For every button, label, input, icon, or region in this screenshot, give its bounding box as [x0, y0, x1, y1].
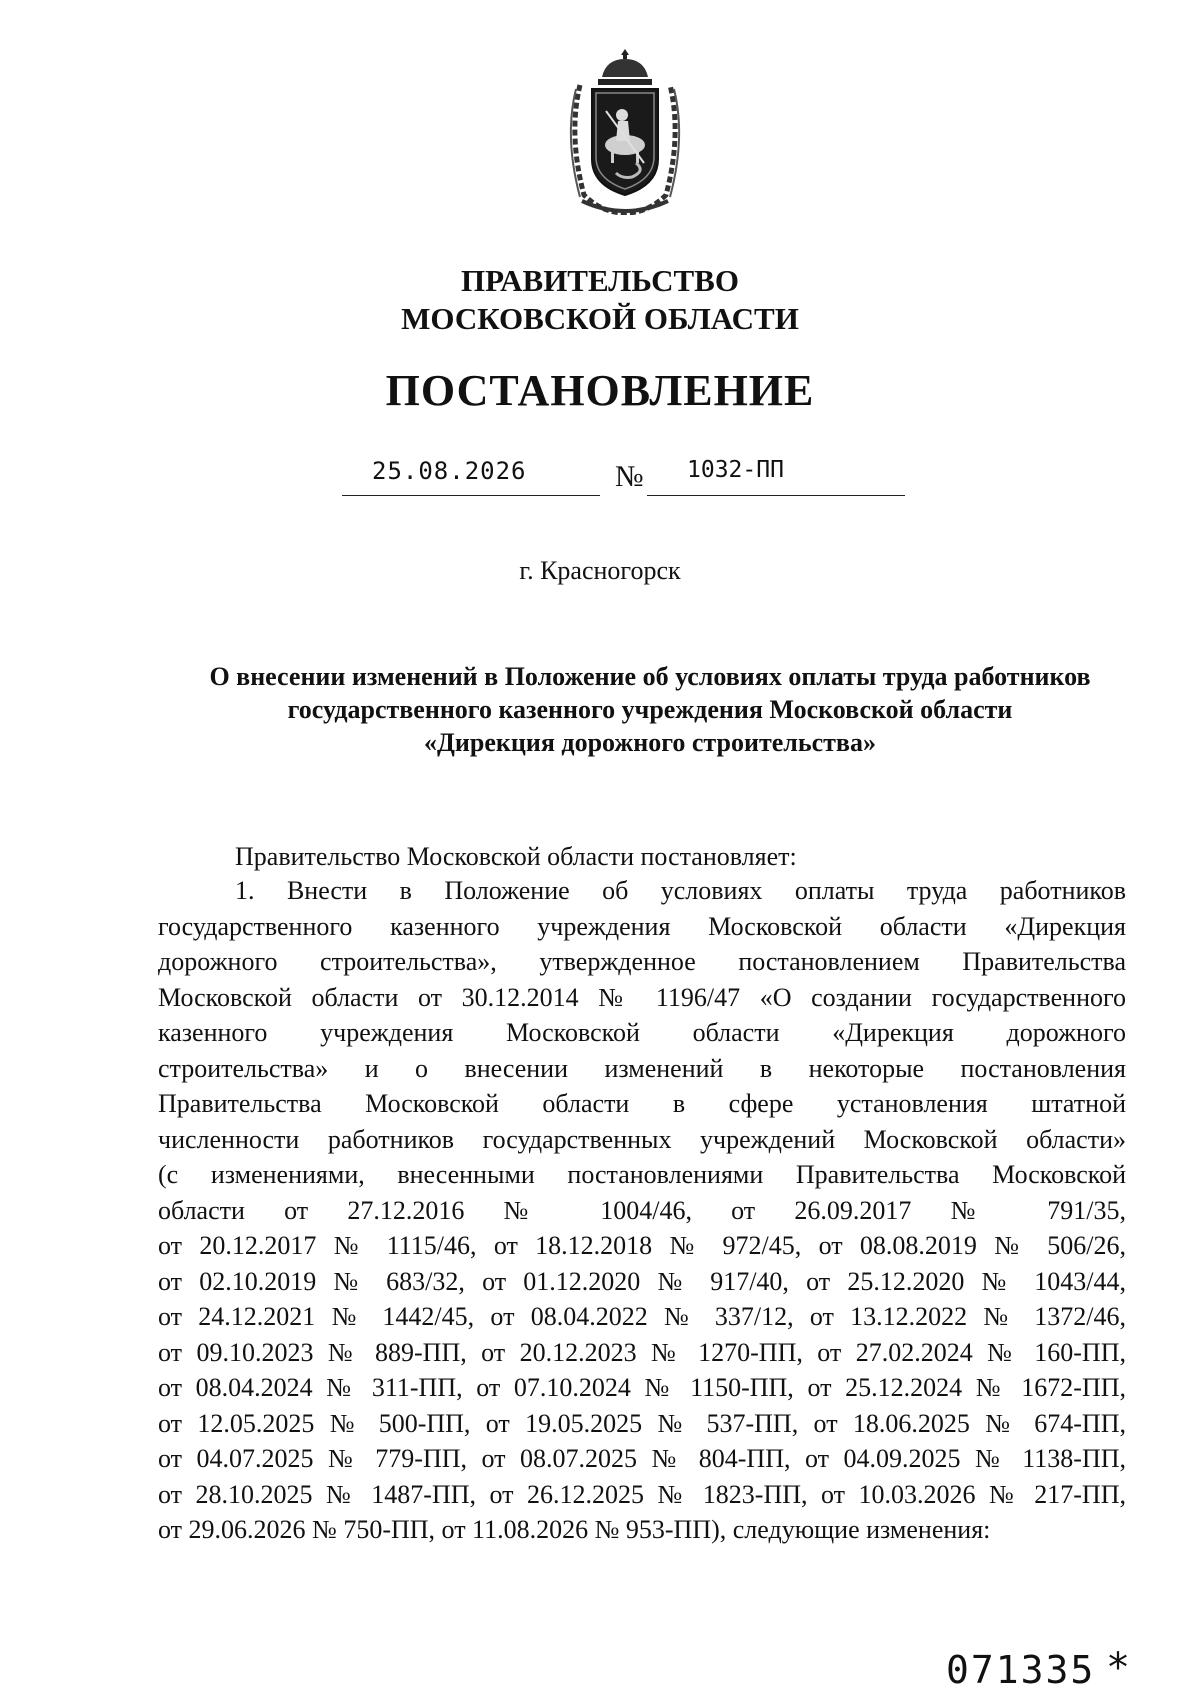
body-line: от 28.10.2025 № 1487-ПП, от 26.12.2025 № 1823-ПП, от 10.03.2026 № 217-ПП,: [158, 1479, 1126, 1509]
document-number: 1032-ПП: [687, 457, 784, 483]
body-line: от 04.07.2025 № 779-ПП, от 08.07.2025 № 804-ПП, от 04.09.2025 № 1138-ПП,: [158, 1444, 1126, 1473]
body-line: Московской области от 30.12.2014 № 1196/47 «О создании государственного: [158, 982, 1126, 1012]
body-paragraph: [158, 873, 1126, 1548]
city-of-issue: г. Красногорск: [519, 556, 681, 585]
form-serial-number: 071335: [946, 1648, 1096, 1692]
title-line: «Дирекция дорожного строительства»: [424, 728, 876, 757]
number-field: [647, 455, 905, 496]
body-line: от 08.04.2024 № 311-ПП, от 07.10.2024 № 1150-ПП, от 25.12.2024 № 1672-ПП,: [158, 1373, 1126, 1402]
title-line: государственного казенного учреждения Московской области: [287, 695, 1013, 724]
body-line: от 09.10.2023 № 889-ПП, от 20.12.2023 № 1270-ПП, от 27.02.2024 № 160-ПП,: [158, 1337, 1126, 1367]
asterisk-mark: *: [1108, 1645, 1128, 1691]
document-date: 25.08.2026: [372, 457, 527, 485]
body-line: от 24.12.2021 № 1442/45, от 08.04.2022 № 337/12, от 13.12.2022 № 1372/46,: [158, 1302, 1126, 1331]
government-name-line1: ПРАВИТЕЛЬСТВО: [461, 263, 739, 298]
body-line: государственного казенного учреждения Московской области «Дирекция: [158, 911, 1126, 941]
body-line: 1. Внести в Положение об условиях оплаты труда работников: [235, 876, 1126, 905]
government-name-line2: МОСКОВСКОЙ ОБЛАСТИ: [401, 301, 799, 336]
document-title: [160, 660, 1140, 759]
body-line: (с изменениями, внесенными постановлениями Правительства Московской: [158, 1160, 1126, 1189]
body-line: от 29.06.2026 № 750-ПП, от 11.08.2026 № 953-ПП), следующие изменения:: [158, 1515, 991, 1544]
number-label: №: [615, 460, 644, 493]
body-line: строительства» и о внесении изменений в некоторые постановления: [158, 1053, 1126, 1083]
body-line: от 12.05.2025 № 500-ПП, от 19.05.2025 № 537-ПП, от 18.06.2025 № 674-ПП,: [158, 1408, 1126, 1438]
body-line: области от 27.12.2016 № 1004/46, от 26.09.2017 № 791/35,: [158, 1195, 1126, 1225]
body-line: численности работников государственных учреждений Московской области»: [158, 1124, 1126, 1154]
body-line: от 20.12.2017 № 1115/46, от 18.12.2018 № 972/45, от 08.08.2019 № 506/26,: [158, 1231, 1126, 1260]
date-field: [342, 455, 600, 496]
body-line: от 02.10.2019 № 683/32, от 01.12.2020 № 917/40, от 25.12.2020 № 1043/44,: [158, 1266, 1126, 1296]
preamble-text: Правительство Московской области постановляет:: [235, 842, 797, 871]
body-line: дорожного строительства», утвержденное постановлением Правительства: [158, 947, 1126, 976]
body-line: казенного учреждения Московской области «Дирекция дорожного: [158, 1018, 1126, 1047]
moscow-oblast-coat-of-arms-emblem: [562, 45, 688, 215]
body-line: Правительства Московской области в сфере установления штатной: [158, 1089, 1126, 1118]
document-type-heading: ПОСТАНОВЛЕНИЕ: [385, 366, 815, 415]
title-line: О внесении изменений в Положение об условиях оплаты труда работников: [209, 662, 1091, 691]
